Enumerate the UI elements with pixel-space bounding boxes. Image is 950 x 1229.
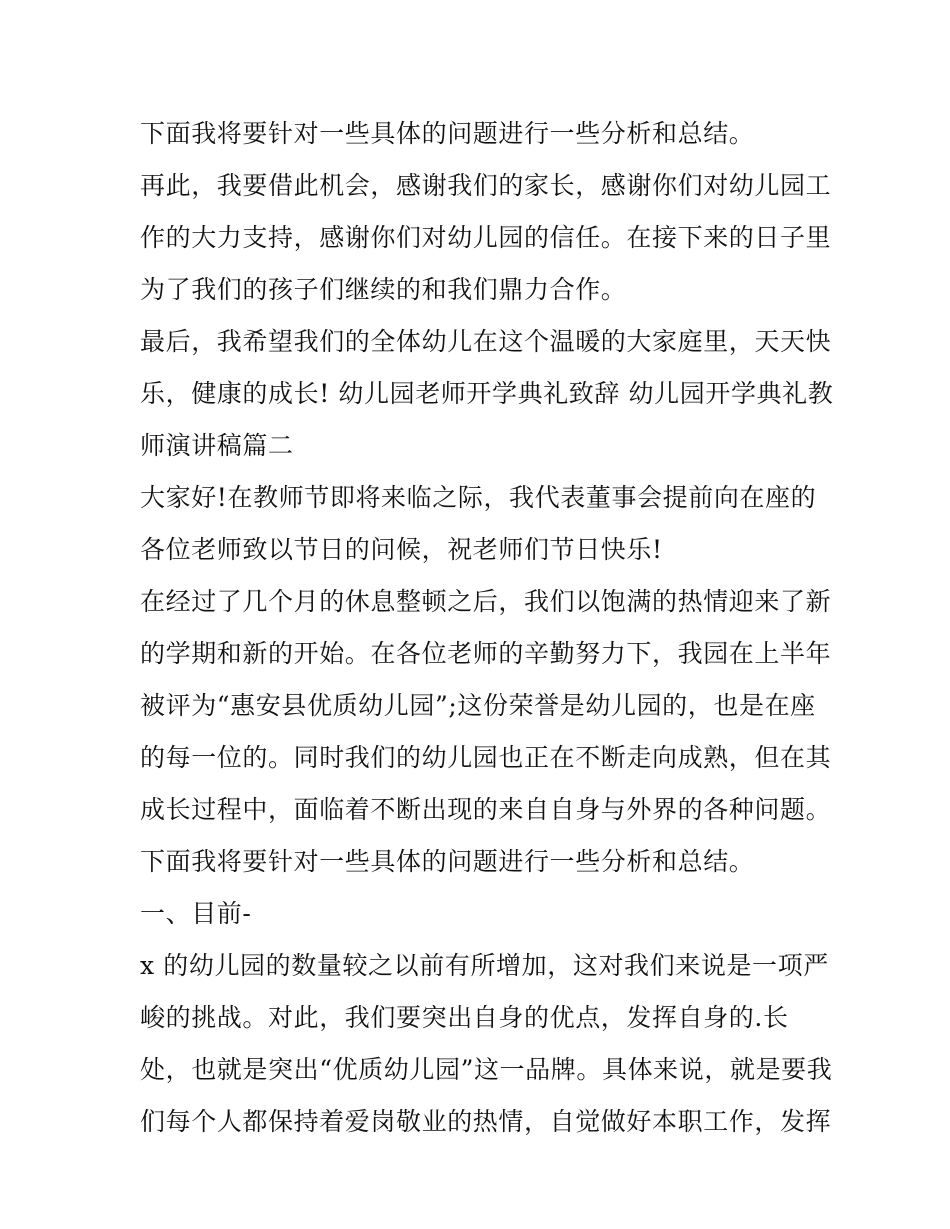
text-line: 各位老师致以节日的问候，祝老师们节日快乐! <box>140 535 663 564</box>
text-line: 的学期和新的开始。在各位老师的辛勤努力下，我园在上半年 <box>140 639 832 668</box>
text-line: 下面我将要针对一些具体的问题进行一些分析和总结。 <box>140 847 755 876</box>
text-line: 峻的挑战。对此，我们要突出自身的优点，发挥自身的.长 <box>140 1003 789 1032</box>
text-line: 成长过程中，面临着不断出现的来自自身与外界的各种问题。 <box>140 795 832 824</box>
text-line: 再此，我要借此机会，感谢我们的家长，感谢你们对幼儿园工 <box>140 171 832 200</box>
text-line: 大家好!在教师节即将来临之际，我代表董事会提前向在座的 <box>140 483 817 512</box>
text-line: 的每一位的。同时我们的幼儿园也正在不断走向成熟，但在其 <box>140 743 832 772</box>
text-line: 们每个人都保持着爱岗敬业的热情，自觉做好本职工作，发挥 <box>140 1107 832 1136</box>
text-line: 为了我们的孩子们继续的和我们鼎力合作。 <box>140 275 627 304</box>
text-line: 一、目前- <box>140 899 252 928</box>
text-line: 师演讲稿篇二 <box>140 431 294 460</box>
text-line: 处，也就是突出“优质幼儿园”这一品牌。具体来说，就是要我 <box>140 1055 833 1084</box>
text-line: 在经过了几个月的休息整顿之后，我们以饱满的热情迎来了新 <box>140 587 832 616</box>
text-line: 作的大力支持，感谢你们对幼儿园的信任。在接下来的日子里 <box>140 223 832 252</box>
text-line: 下面我将要针对一些具体的问题进行一些分析和总结。 <box>140 119 755 148</box>
text-line: 乐，健康的成长! 幼儿园老师开学典礼致辞 幼儿园开学典礼教 <box>140 379 834 408</box>
text-line: 最后，我希望我们的全体幼儿在这个温暖的大家庭里，天天快 <box>140 327 832 356</box>
document-body <box>140 108 834 1148</box>
text-line: x 的幼儿园的数量较之以前有所增加，这对我们来说是一项严 <box>140 951 829 980</box>
text-line: 被评为“惠安县优质幼儿园”;这份荣誉是幼儿园的，也是在座 <box>140 691 816 720</box>
